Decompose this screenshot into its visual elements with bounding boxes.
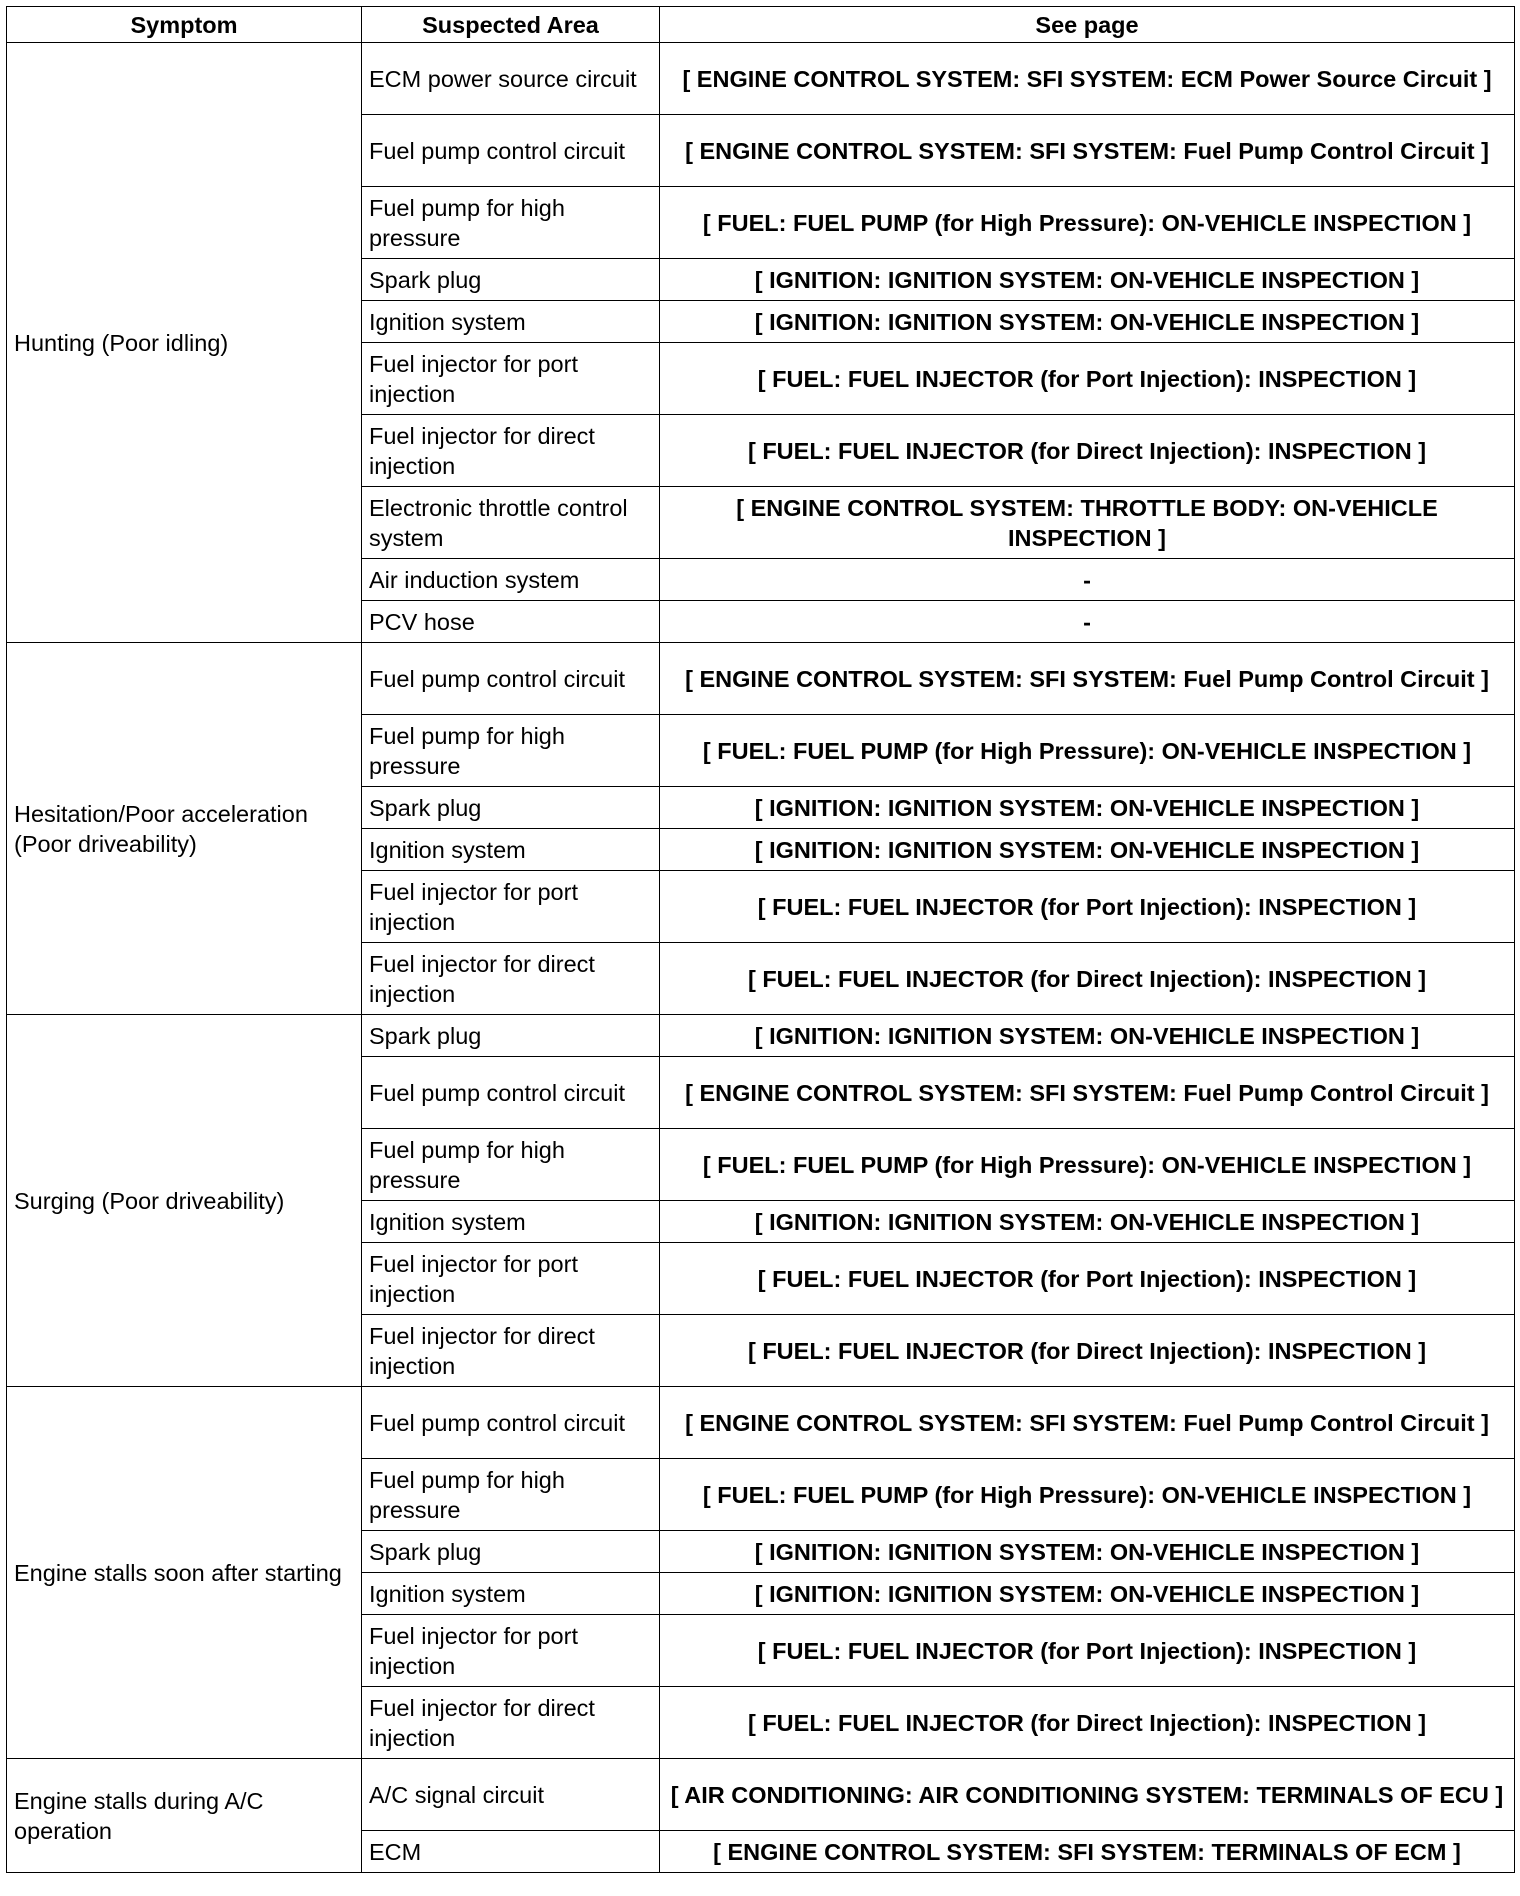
see-page-cell: [ ENGINE CONTROL SYSTEM: SFI SYSTEM: Fuel Pump Control Circuit ] <box>660 115 1515 187</box>
see-page-cell: - <box>660 601 1515 643</box>
suspected-area-cell: ECM <box>362 1831 660 1873</box>
suspected-area-cell: Fuel injector for direct injection <box>362 415 660 487</box>
see-page-cell: [ IGNITION: IGNITION SYSTEM: ON-VEHICLE INSPECTION ] <box>660 1201 1515 1243</box>
suspected-area-cell: Fuel pump for high pressure <box>362 715 660 787</box>
suspected-area-cell: Fuel pump control circuit <box>362 115 660 187</box>
suspected-area-cell: Spark plug <box>362 787 660 829</box>
suspected-area-cell: Fuel pump for high pressure <box>362 1129 660 1201</box>
suspected-area-cell: Fuel injector for port injection <box>362 343 660 415</box>
see-page-cell: [ IGNITION: IGNITION SYSTEM: ON-VEHICLE INSPECTION ] <box>660 301 1515 343</box>
see-page-cell: [ IGNITION: IGNITION SYSTEM: ON-VEHICLE INSPECTION ] <box>660 787 1515 829</box>
see-page-cell: [ ENGINE CONTROL SYSTEM: SFI SYSTEM: ECM Power Source Circuit ] <box>660 43 1515 115</box>
suspected-area-cell: Fuel injector for port injection <box>362 1615 660 1687</box>
see-page-cell: [ AIR CONDITIONING: AIR CONDITIONING SYSTEM: TERMINALS OF ECU ] <box>660 1759 1515 1831</box>
suspected-area-cell: Air induction system <box>362 559 660 601</box>
suspected-area-cell: PCV hose <box>362 601 660 643</box>
suspected-area-cell: Ignition system <box>362 829 660 871</box>
see-page-cell: [ IGNITION: IGNITION SYSTEM: ON-VEHICLE INSPECTION ] <box>660 829 1515 871</box>
suspected-area-cell: Spark plug <box>362 1531 660 1573</box>
suspected-area-cell: Fuel pump for high pressure <box>362 187 660 259</box>
suspected-area-cell: Fuel pump for high pressure <box>362 1459 660 1531</box>
see-page-cell: [ ENGINE CONTROL SYSTEM: SFI SYSTEM: TERMINALS OF ECM ] <box>660 1831 1515 1873</box>
see-page-cell: [ IGNITION: IGNITION SYSTEM: ON-VEHICLE INSPECTION ] <box>660 1531 1515 1573</box>
table-row <box>7 1387 1515 1459</box>
suspected-area-cell: Spark plug <box>362 1015 660 1057</box>
see-page-cell: [ FUEL: FUEL INJECTOR (for Direct Injection): INSPECTION ] <box>660 415 1515 487</box>
suspected-area-cell: Fuel pump control circuit <box>362 643 660 715</box>
suspected-area-cell: Electronic throttle control system <box>362 487 660 559</box>
suspected-area-cell: Ignition system <box>362 1573 660 1615</box>
suspected-area-cell: Fuel injector for direct injection <box>362 943 660 1015</box>
see-page-cell: [ FUEL: FUEL PUMP (for High Pressure): ON-VEHICLE INSPECTION ] <box>660 715 1515 787</box>
see-page-cell: - <box>660 559 1515 601</box>
see-page-cell: [ ENGINE CONTROL SYSTEM: SFI SYSTEM: Fuel Pump Control Circuit ] <box>660 1387 1515 1459</box>
suspected-area-cell: Fuel injector for port injection <box>362 1243 660 1315</box>
suspected-area-cell: A/C signal circuit <box>362 1759 660 1831</box>
table-header <box>7 7 1515 43</box>
symptom-cell: Hunting (Poor idling) <box>7 43 362 643</box>
suspected-area-cell: ECM power source circuit <box>362 43 660 115</box>
see-page-cell: [ IGNITION: IGNITION SYSTEM: ON-VEHICLE INSPECTION ] <box>660 1015 1515 1057</box>
see-page-cell: [ FUEL: FUEL INJECTOR (for Direct Injection): INSPECTION ] <box>660 943 1515 1015</box>
suspected-area-cell: Fuel injector for port injection <box>362 871 660 943</box>
see-page-cell: [ ENGINE CONTROL SYSTEM: SFI SYSTEM: Fuel Pump Control Circuit ] <box>660 1057 1515 1129</box>
see-page-cell: [ FUEL: FUEL INJECTOR (for Port Injection): INSPECTION ] <box>660 1615 1515 1687</box>
header-symptom: Symptom <box>7 7 362 43</box>
header-suspected-area: Suspected Area <box>362 7 660 43</box>
header-row <box>7 7 1515 43</box>
problem-symptoms-table <box>6 6 1515 1873</box>
symptom-cell: Surging (Poor driveability) <box>7 1015 362 1387</box>
see-page-cell: [ ENGINE CONTROL SYSTEM: THROTTLE BODY: ON-VEHICLE INSPECTION ] <box>660 487 1515 559</box>
suspected-area-cell: Spark plug <box>362 259 660 301</box>
suspected-area-cell: Ignition system <box>362 301 660 343</box>
see-page-cell: [ FUEL: FUEL INJECTOR (for Port Injection): INSPECTION ] <box>660 1243 1515 1315</box>
see-page-cell: [ FUEL: FUEL PUMP (for High Pressure): ON-VEHICLE INSPECTION ] <box>660 1459 1515 1531</box>
table-row <box>7 643 1515 715</box>
suspected-area-cell: Fuel injector for direct injection <box>362 1315 660 1387</box>
symptom-cell: Hesitation/Poor acceleration (Poor driveability) <box>7 643 362 1015</box>
see-page-cell: [ FUEL: FUEL INJECTOR (for Port Injection): INSPECTION ] <box>660 343 1515 415</box>
see-page-cell: [ FUEL: FUEL PUMP (for High Pressure): ON-VEHICLE INSPECTION ] <box>660 1129 1515 1201</box>
table-row <box>7 1015 1515 1057</box>
symptom-cell: Engine stalls soon after starting <box>7 1387 362 1759</box>
see-page-cell: [ IGNITION: IGNITION SYSTEM: ON-VEHICLE INSPECTION ] <box>660 259 1515 301</box>
table-row <box>7 43 1515 115</box>
see-page-cell: [ FUEL: FUEL PUMP (for High Pressure): ON-VEHICLE INSPECTION ] <box>660 187 1515 259</box>
suspected-area-cell: Fuel pump control circuit <box>362 1057 660 1129</box>
see-page-cell: [ ENGINE CONTROL SYSTEM: SFI SYSTEM: Fuel Pump Control Circuit ] <box>660 643 1515 715</box>
suspected-area-cell: Ignition system <box>362 1201 660 1243</box>
suspected-area-cell: Fuel pump control circuit <box>362 1387 660 1459</box>
see-page-cell: [ IGNITION: IGNITION SYSTEM: ON-VEHICLE INSPECTION ] <box>660 1573 1515 1615</box>
suspected-area-cell: Fuel injector for direct injection <box>362 1687 660 1759</box>
see-page-cell: [ FUEL: FUEL INJECTOR (for Direct Injection): INSPECTION ] <box>660 1687 1515 1759</box>
see-page-cell: [ FUEL: FUEL INJECTOR (for Direct Injection): INSPECTION ] <box>660 1315 1515 1387</box>
symptom-cell: Engine stalls during A/C operation <box>7 1759 362 1873</box>
see-page-cell: [ FUEL: FUEL INJECTOR (for Port Injection): INSPECTION ] <box>660 871 1515 943</box>
table-row <box>7 1759 1515 1831</box>
header-see-page: See page <box>660 7 1515 43</box>
table-body <box>7 43 1515 1873</box>
